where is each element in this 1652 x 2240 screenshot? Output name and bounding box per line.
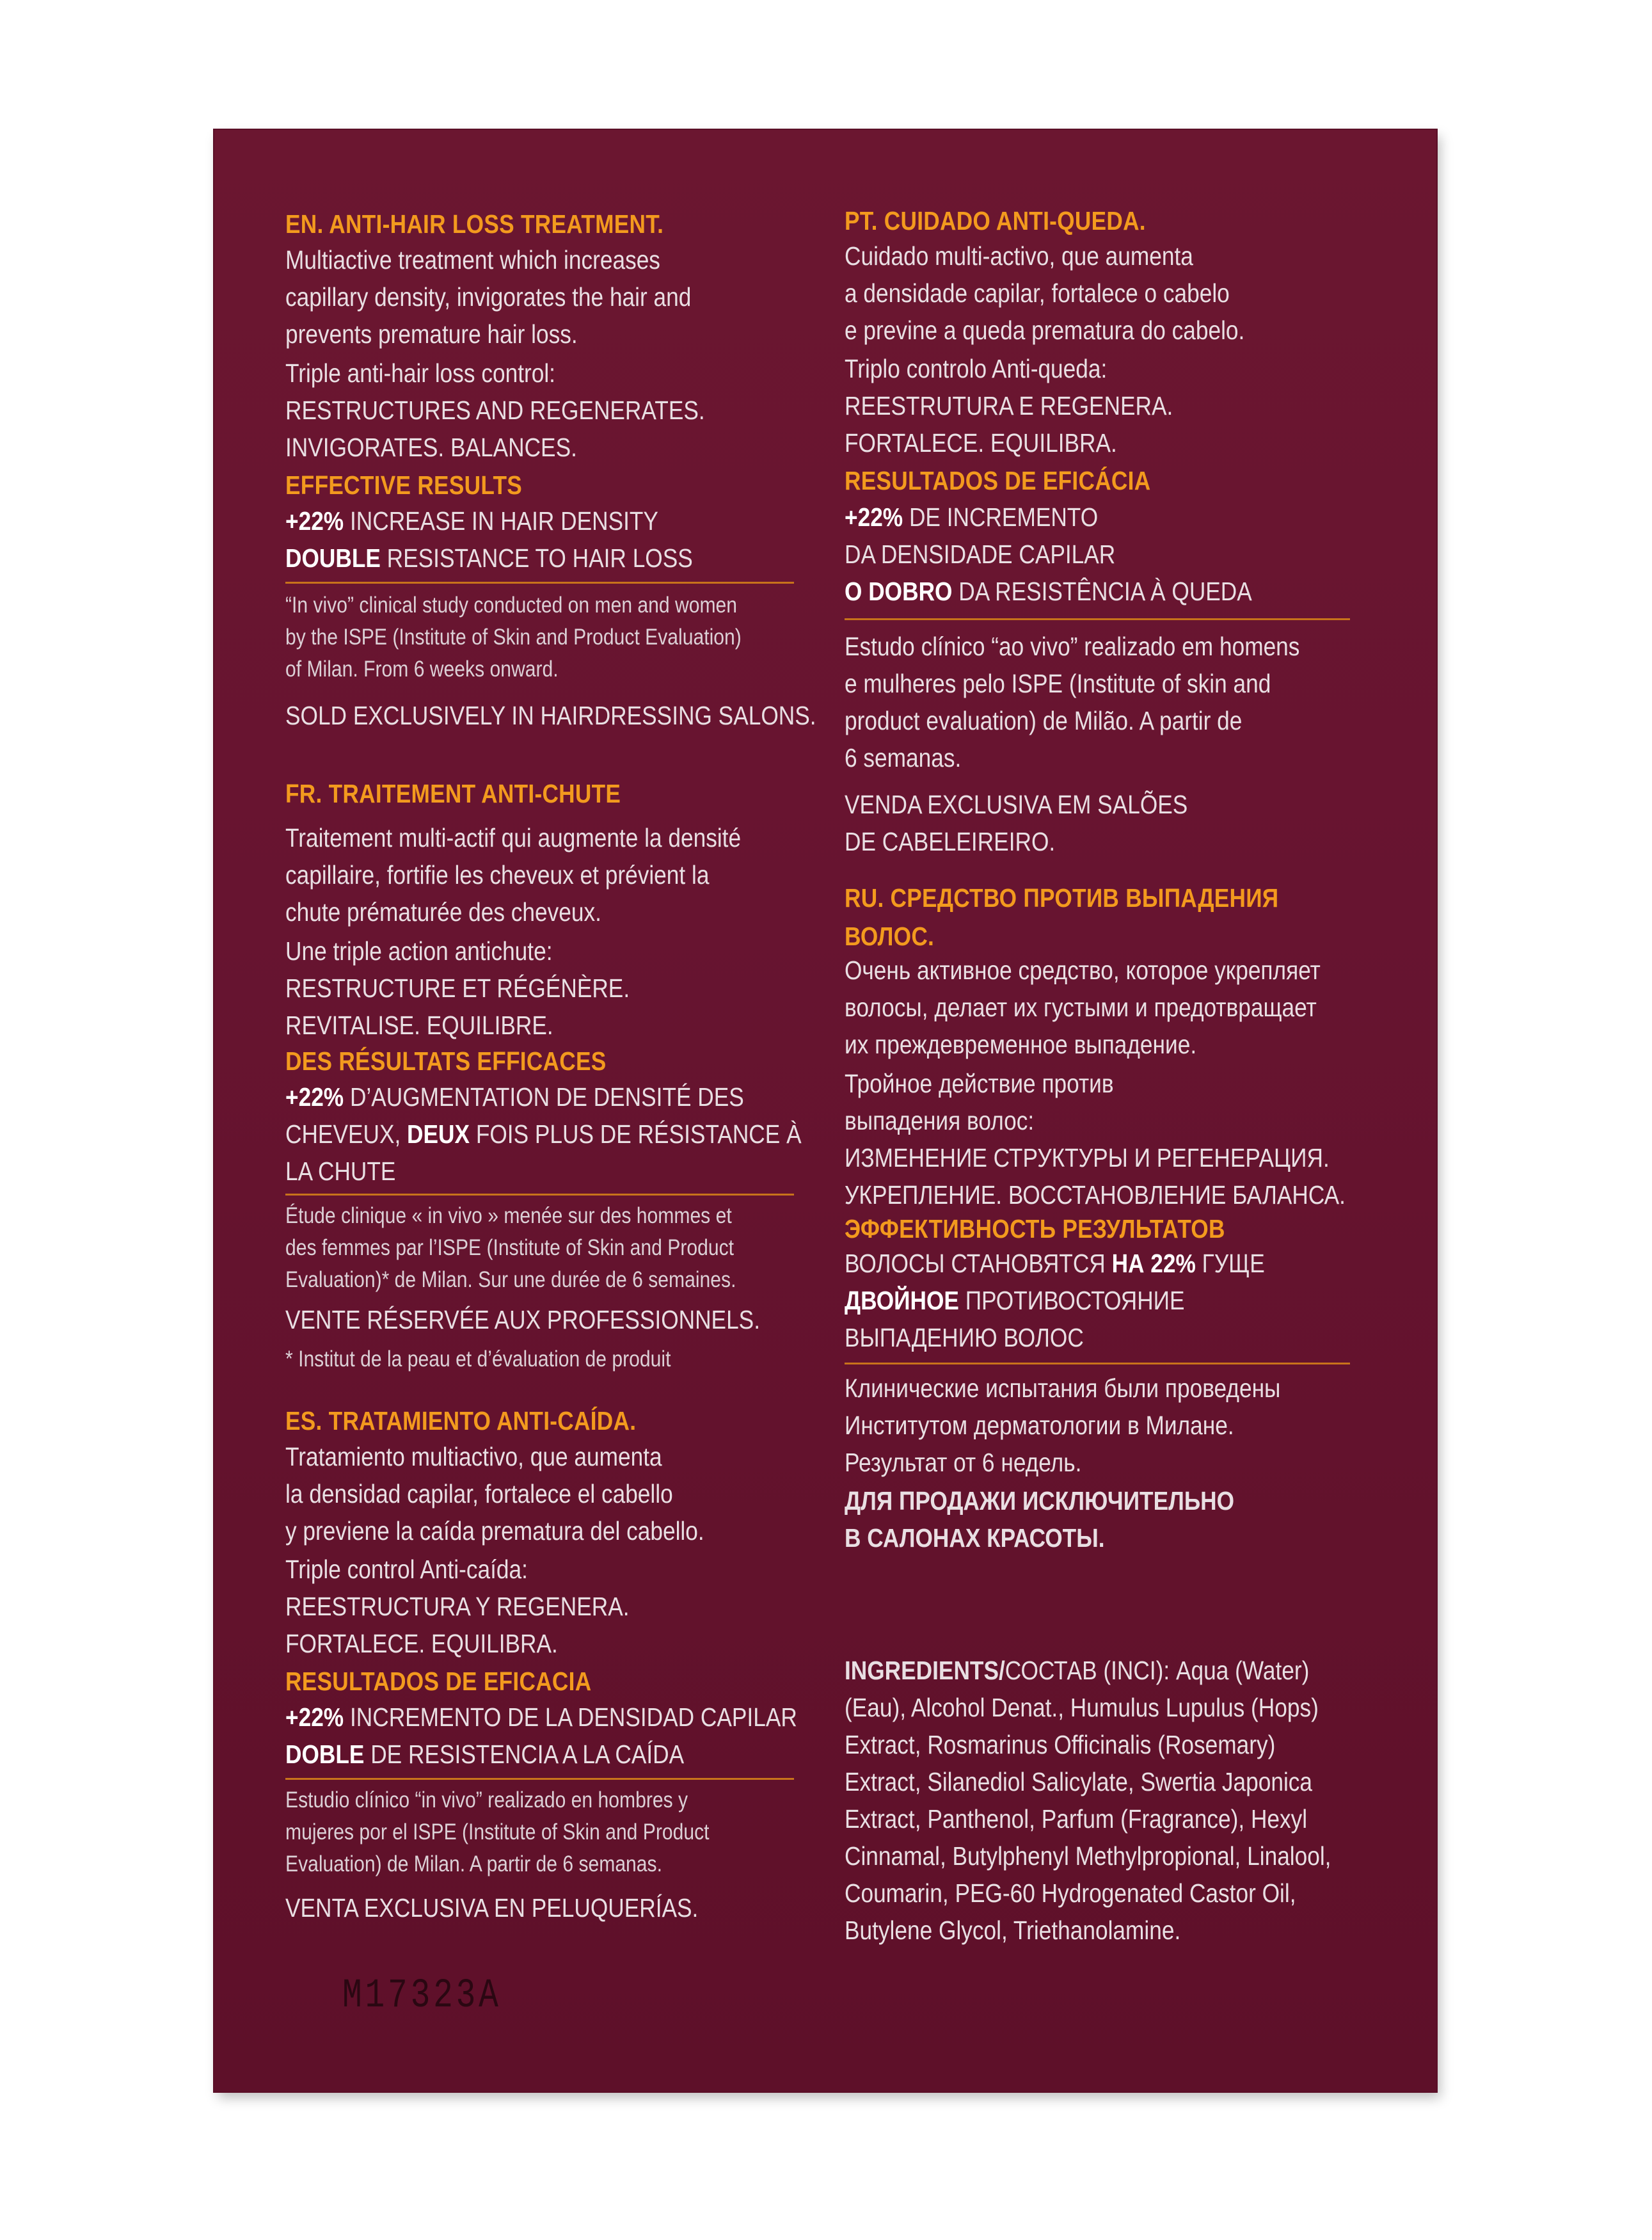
ingredients-line: Butylene Glycol, Triethanolamine.: [845, 1916, 1181, 1945]
ru-result-text: ВОЛОСЫ СТАНОВЯТСЯ: [845, 1249, 1112, 1278]
pt-results: [845, 499, 1252, 610]
ingredients-label-ru: СОСТАВ (INCI):: [1005, 1656, 1176, 1685]
fr-desc-line: chute prématurée des cheveux.: [285, 897, 601, 927]
ru-title-line: RU. СРЕДСТВО ПРОТИВ ВЫПАДЕНИЯ: [845, 883, 1279, 913]
en-result-value: +22%: [285, 506, 344, 536]
fr-result-text: FOIS PLUS DE RÉSISTANCE À: [470, 1119, 802, 1149]
en-results: [285, 502, 693, 577]
ru-desc-line: их преждевременное выпадение.: [845, 1030, 1197, 1059]
en-study: [285, 589, 742, 685]
fr-control-line: RESTRUCTURE ET RÉGÉNÈRE.: [285, 973, 630, 1003]
fr-footnote: * Institut de la peau et d’évaluation de produit: [285, 1347, 671, 1372]
fr-control-title: Une triple action antichute:: [285, 936, 553, 966]
ru-study-line: Клинические испытания были проведены: [845, 1373, 1281, 1403]
en-title: EN. ANTI-HAIR LOSS TREATMENT.: [285, 209, 664, 239]
en-study-line: of Milan. From 6 weeks onward.: [285, 657, 559, 682]
es-study-line: Estudio clínico “in vivo” realizado en hombres y: [285, 1788, 688, 1812]
pt-desc-line: Cuidado multi-activo, que aumenta: [845, 241, 1193, 271]
fr-result-text: CHEVEUX,: [285, 1119, 408, 1149]
es-control: [285, 1551, 630, 1662]
pt-result-text: DA DENSIDADE CAPILAR: [845, 540, 1116, 569]
en-desc-line: Multiactive treatment which increases: [285, 245, 660, 275]
es-result-text: DE RESISTENCIA A LA CAÍDA: [364, 1740, 685, 1769]
es-study: [285, 1784, 710, 1880]
fr-study: [285, 1200, 736, 1296]
fr-title: FR. TRAITEMENT ANTI-CHUTE: [285, 779, 621, 808]
ru-results: [845, 1245, 1265, 1356]
pt-result-value: +22%: [845, 502, 903, 532]
ru-study: [845, 1370, 1280, 1481]
es-study-line: Evaluation) de Milan. A partir de 6 semanas.: [285, 1852, 662, 1876]
es-results-title: RESULTADOS DE EFICACIA: [285, 1667, 592, 1696]
fr-result-text: D’AUGMENTATION DE DENSITÉ DES: [344, 1082, 744, 1112]
ru-title-line: ВОЛОС.: [845, 922, 935, 951]
ingredients-list: [845, 1652, 1331, 1949]
ru-control-title: выпадения волос:: [845, 1106, 1035, 1135]
es-divider: [285, 1778, 794, 1780]
batch-code: M17323A: [342, 1973, 502, 2019]
ru-control-title: Тройное действие против: [845, 1069, 1114, 1098]
pt-sold-line: DE CABELEIREIRO.: [845, 827, 1056, 856]
ingredients-line: Extract, Rosmarinus Officinalis (Rosemary): [845, 1730, 1276, 1759]
fr-study-line: Evaluation)* de Milan. Sur une durée de 6 semaines.: [285, 1267, 736, 1292]
en-desc-line: capillary density, invigorates the hair and: [285, 282, 692, 312]
en-result-text: RESISTANCE TO HAIR LOSS: [380, 543, 693, 573]
es-study-line: mujeres por el ISPE (Institute of Skin and Product: [285, 1820, 710, 1844]
fr-results-title: DES RÉSULTATS EFFICACES: [285, 1046, 607, 1076]
ru-sold: [845, 1482, 1234, 1556]
ru-desc-line: Очень активное средство, которое укрепляет: [845, 956, 1321, 985]
ru-result-text: ПРОТИВОСТОЯНИЕ: [958, 1286, 1185, 1315]
ru-study-line: Институтом дерматологии в Милане.: [845, 1411, 1234, 1440]
pt-study-line: Estudo clínico “ao vivo” realizado em homens: [845, 632, 1300, 661]
fr-desc-line: capillaire, fortifie les cheveux et prévient la: [285, 860, 710, 890]
ru-result-text: ВЫПАДЕНИЮ ВОЛОС: [845, 1323, 1084, 1352]
ru-result-value: ДВОЙНОЕ: [845, 1286, 959, 1315]
es-control-line: REESTRUCTURA Y REGENERA.: [285, 1592, 630, 1621]
fr-divider: [285, 1194, 794, 1196]
pt-control-title: Triplo controlo Anti-queda:: [845, 354, 1108, 383]
fr-result-text: LA CHUTE: [285, 1156, 396, 1186]
ru-divider: [845, 1363, 1350, 1364]
en-divider: [285, 582, 794, 584]
fr-description: [285, 819, 741, 931]
pt-description: [845, 237, 1244, 349]
pt-divider: [845, 618, 1350, 620]
ru-control-line: ИЗМЕНЕНИЕ СТРУКТУРЫ И РЕГЕНЕРАЦИЯ.: [845, 1143, 1330, 1172]
pt-title: PT. CUIDADO ANTI-QUEDA.: [845, 206, 1146, 236]
es-sold: VENTA EXCLUSIVA EN PELUQUERÍAS.: [285, 1893, 699, 1923]
pt-result-value: O DOBRO: [845, 577, 953, 606]
pt-desc-line: a densidade capilar, fortalece o cabelo: [845, 278, 1230, 308]
ingredients-label: INGREDIENTS/: [845, 1656, 1005, 1685]
fr-result-value: DEUX: [407, 1119, 470, 1149]
ru-sold-line: ДЛЯ ПРОДАЖИ ИСКЛЮЧИТЕЛЬНО: [845, 1486, 1235, 1516]
en-control-line: INVIGORATES. BALANCES.: [285, 433, 577, 462]
ru-sold-line: В САЛОНАХ КРАСОТЫ.: [845, 1523, 1105, 1553]
ingredients-line: Cinnamal, Butylphenyl Methylpropional, Linalool,: [845, 1841, 1331, 1871]
fr-sold: VENTE RÉSERVÉE AUX PROFESSIONNELS.: [285, 1305, 761, 1334]
fr-desc-line: Traitement multi-actif qui augmente la densité: [285, 823, 742, 852]
es-desc-line: la densidad capilar, fortalece el cabello: [285, 1479, 673, 1508]
en-result-text: INCREASE IN HAIR DENSITY: [344, 506, 658, 536]
fr-study-line: des femmes par l’ISPE (Institute of Skin and Product: [285, 1235, 734, 1260]
ingredients-line: Coumarin, PEG-60 Hydrogenated Castor Oil,: [845, 1878, 1296, 1908]
es-results: [285, 1699, 797, 1773]
ingredients-line: Aqua (Water): [1175, 1656, 1310, 1685]
en-study-line: by the ISPE (Institute of Skin and Product Evaluation): [285, 625, 742, 650]
pt-sold: [845, 786, 1187, 860]
es-control-line: FORTALECE. EQUILIBRA.: [285, 1629, 558, 1658]
pt-result-text: DA RESISTÊNCIA À QUEDA: [952, 577, 1252, 606]
es-result-text: INCREMENTO DE LA DENSIDAD CAPILAR: [344, 1702, 797, 1732]
ru-desc-line: волосы, делает их густыми и предотвращает: [845, 993, 1317, 1022]
es-result-value: +22%: [285, 1702, 344, 1732]
es-description: [285, 1438, 704, 1549]
fr-result-value: +22%: [285, 1082, 344, 1112]
es-result-value: DOBLE: [285, 1740, 365, 1769]
fr-control-line: REVITALISE. EQUILIBRE.: [285, 1011, 553, 1040]
pt-control-line: FORTALECE. EQUILIBRA.: [845, 428, 1117, 458]
ingredients-line: Extract, Silanediol Salicylate, Swertia Japonica: [845, 1767, 1313, 1796]
en-study-line: “In vivo” clinical study conducted on men and women: [285, 593, 738, 618]
en-control-title: Triple anti-hair loss control:: [285, 358, 555, 388]
es-desc-line: y previene la caída prematura del cabello.: [285, 1516, 704, 1546]
ru-control-line: УКРЕПЛЕНИЕ. ВОССТАНОВЛЕНИЕ БАЛАНСА.: [845, 1180, 1346, 1210]
pt-study: [845, 628, 1299, 776]
en-result-value: DOUBLE: [285, 543, 381, 573]
pt-result-text: DE INCREMENTO: [903, 502, 1099, 532]
es-title: ES. TRATAMIENTO ANTI-CAÍDA.: [285, 1406, 637, 1436]
ru-study-line: Результат от 6 недель.: [845, 1448, 1082, 1477]
product-box-back: [214, 130, 1436, 2092]
es-desc-line: Tratamiento multiactivo, que aumenta: [285, 1442, 662, 1471]
ru-description: [845, 952, 1321, 1063]
en-desc-line: prevents premature hair loss.: [285, 319, 578, 349]
en-description: [285, 241, 691, 353]
en-results-title: EFFECTIVE RESULTS: [285, 470, 523, 500]
pt-study-line: 6 semanas.: [845, 743, 962, 772]
pt-control: [845, 350, 1173, 461]
pt-study-line: product evaluation) de Milão. A partir de: [845, 706, 1243, 735]
ingredients-line: Extract, Panthenol, Parfum (Fragrance), Hexyl: [845, 1804, 1308, 1834]
en-control-line: RESTRUCTURES AND REGENERATES.: [285, 396, 705, 425]
pt-study-line: e mulheres pelo ISPE (Institute of skin and: [845, 669, 1271, 698]
en-control: [285, 355, 705, 466]
fr-study-line: Étude clinique « in vivo » menée sur des hommes et: [285, 1203, 732, 1228]
es-control-title: Triple control Anti-caída:: [285, 1555, 528, 1584]
ingredients-line: (Eau), Alcohol Denat., Humulus Lupulus (Hops): [845, 1693, 1319, 1722]
ru-title: [845, 879, 1278, 956]
fr-control: [285, 932, 630, 1044]
ru-results-title: ЭФФЕКТИВНОСТЬ РЕЗУЛЬТАТОВ: [845, 1214, 1225, 1244]
fr-results: [285, 1078, 802, 1190]
ru-result-text: ГУЩЕ: [1195, 1249, 1265, 1278]
pt-control-line: REESTRUTURA E REGENERA.: [845, 391, 1173, 420]
pt-sold-line: VENDA EXCLUSIVA EM SALÕES: [845, 790, 1188, 819]
ru-control: [845, 1065, 1346, 1213]
pt-results-title: RESULTADOS DE EFICÁCIA: [845, 466, 1151, 495]
pt-desc-line: e previne a queda prematura do cabelo.: [845, 316, 1245, 345]
ru-result-value: НА 22%: [1111, 1249, 1196, 1278]
en-sold: SOLD EXCLUSIVELY IN HAIRDRESSING SALONS.: [285, 701, 816, 730]
